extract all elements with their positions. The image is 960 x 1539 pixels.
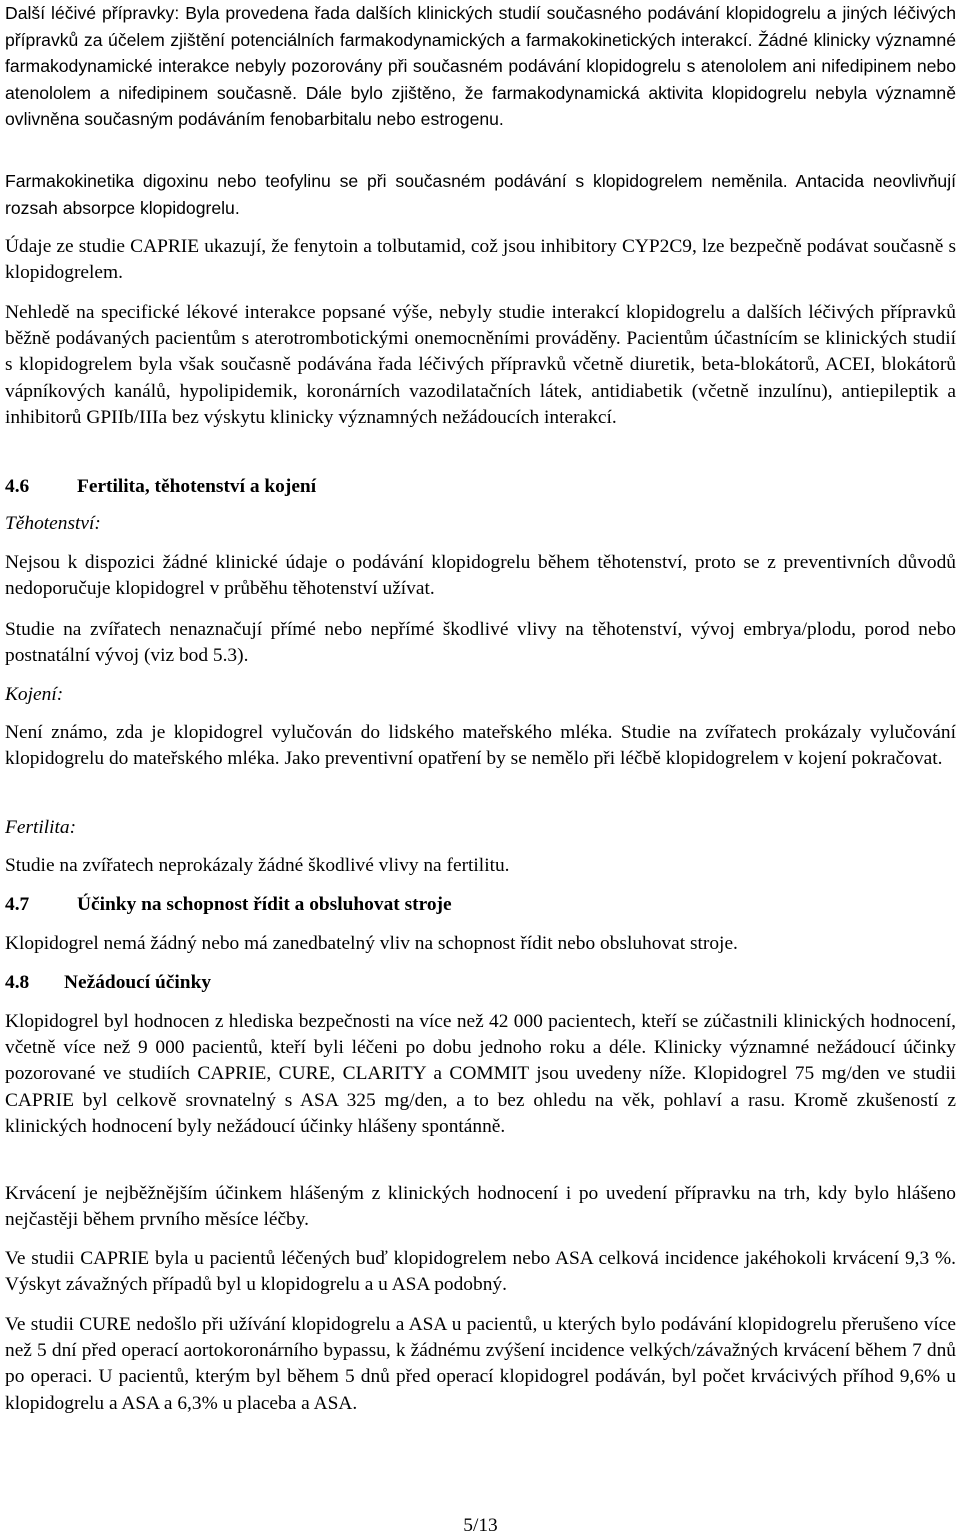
document-page [5, 0, 956, 1537]
pregnancy-paragraph-2: Studie na zvířatech nenaznačují přímé nebo nepřímé škodlivé vlivy na těhotenství, vývoj embrya/plodu, porod nebo postnatální vývoj (viz bod 5.3). [5, 619, 956, 667]
interaction-studies-paragraph: Nehledě na specifické lékové interakce popsané výše, nebyly studie interakcí klopidogrelu a dalších léčivých přípravků běžně podávaných pacientům s aterotrombotickými onemocněními prováděny. Pacientům účastnícím se klinických studií s klopidogrelem byla však současně podávána řada léčivých přípravků včetně diuretik, beta-blokátorů, ACEI, blokátorů vápníkových kanálů, hypolipidemik, koronárních vazodilatačních látek, antidiabetik (včetně inzulínu), antiepileptik a inhibitorů GPIIb/IIIa bez výskytu klinicky významných nežádoucích interakcí. [5, 302, 956, 428]
section-4-8-number: 4.8 [5, 972, 30, 993]
section-4-6-heading [5, 474, 316, 500]
caprie-cyp2c9-paragraph: Údaje ze studie CAPRIE ukazují, že fenytoin a tolbutamid, což jsou inhibitory CYP2C9, lze bezpečně podávat současně s klopidogrelem. [5, 236, 956, 284]
adverse-effects-paragraph-2: Krvácení je nejběžnějším účinkem hlášeným z klinických hodnocení i po uvedení přípravku na trh, kdy bylo hlášeno nejčastěji během prvního měsíce léčby. [5, 1183, 956, 1231]
section-4-8-heading [5, 970, 211, 996]
pregnancy-paragraph-1: Nejsou k dispozici žádné klinické údaje o podávání klopidogrelu během těhotenství, proto se z preventivních důvodů nedoporučuje klopidogrel v průběhu těhotenství užívat. [5, 552, 956, 600]
interactions-pharmacodynamic-text: Žádné klinicky významné farmakodynamické interakce nebyly pozorovány při současném podávání klopidogrelu s atenololem ani nifedipinem nebo atenololem a nifedipinem současně. Dále bylo zjištěno, že farmakodynamická aktivita klopidogrelu nebyla významně ovlivněna současným podáváním fenobarbitalu nebo estrogenu. [5, 29, 957, 129]
adverse-effects-paragraph-3: Ve studii CAPRIE byla u pacientů léčených buď klopidogrelem nebo ASA celková incidence jakéhokoli krvácení 9,3 %. Výskyt závažných případů byl u klopidogrelu a u ASA podobný. [5, 1248, 956, 1296]
section-4-6-number: 4.6 [5, 476, 30, 497]
page-number: 5/13 [463, 1515, 498, 1536]
section-4-7-number: 4.7 [5, 894, 30, 915]
interactions-intro-text: Další léčivé přípravky: Byla provedena řada dalších klinických studií současného podávání klopidogrelu a jiných léčivých přípravků za účelem zjištění potenciálních farmakodynamických a farmakokinetických interakcí. [5, 3, 956, 50]
adverse-effects-paragraph-4: Ve studii CURE nedošlo při užívání klopidogrelu a ASA u pacientů, u kterých bylo podávání klopidogrelu přerušeno více než 5 dní před operací aortokoronárního bypassu, k žádnému zvýšení incidence velkých/závažných krvácení během 7 dnů po operaci. U pacientů, kterým byl během 5 dnů před operací klopidogrel podáván, byl počet krvácivých příhod 9,6% u klopidogrelu a ASA a 6,3% u placeba a ASA. [5, 1314, 956, 1414]
fertility-label: Fertilita: [5, 817, 77, 838]
section-4-7-heading [5, 892, 452, 918]
breastfeeding-label: Kojení: [5, 684, 64, 705]
driving-paragraph: Klopidogrel nemá žádný nebo má zanedbatelný vliv na schopnost řídit nebo obsluhovat stroje. [5, 933, 738, 954]
section-4-8-title: Nežádoucí účinky [64, 972, 212, 993]
fertility-paragraph: Studie na zvířatech neprokázaly žádné škodlivé vlivy na fertilitu. [5, 855, 510, 876]
digoxin-theophylline-paragraph: Farmakokinetika digoxinu nebo teofylinu se při současném podávání s klopidogrelem neměnila. Antacida neovlivňují rozsah absorpce klopidogrelu. [5, 171, 956, 218]
section-4-6-title: Fertilita, těhotenství a kojení [77, 476, 317, 497]
section-4-7-title: Účinky na schopnost řídit a obsluhovat stroje [77, 894, 452, 915]
adverse-effects-paragraph-1: Klopidogrel byl hodnocen z hlediska bezpečnosti na více než 42 000 pacientech, kteří se zúčastnili klinických hodnocení, včetně více než 9 000 pacientů, kteří byli léčeni po dobu jednoho roku a déle. Klinicky významné nežádoucí účinky pozorované ve studiích CAPRIE, CURE, CLARITY a COMMIT jsou uvedeny níže. Klopidogrel 75 mg/den ve studii CAPRIE byl celkově srovnatelný s ASA 325 mg/den, a to bez ohledu na věk, pohlaví a rasu. Kromě zkušeností z klinických hodnocení byly nežádoucí účinky hlášeny spontánně. [5, 1011, 956, 1137]
interactions-other-drugs-paragraph [5, 0, 956, 133]
breastfeeding-paragraph: Není známo, zda je klopidogrel vylučován do lidského mateřského mléka. Studie na zvířatech prokázaly vylučování klopidogrelu do mateřského mléka. Jako preventivní opatření by se nemělo při léčbě klopidogrelem v kojení pokračovat. [5, 722, 956, 770]
pregnancy-label: Těhotenství: [5, 513, 101, 534]
